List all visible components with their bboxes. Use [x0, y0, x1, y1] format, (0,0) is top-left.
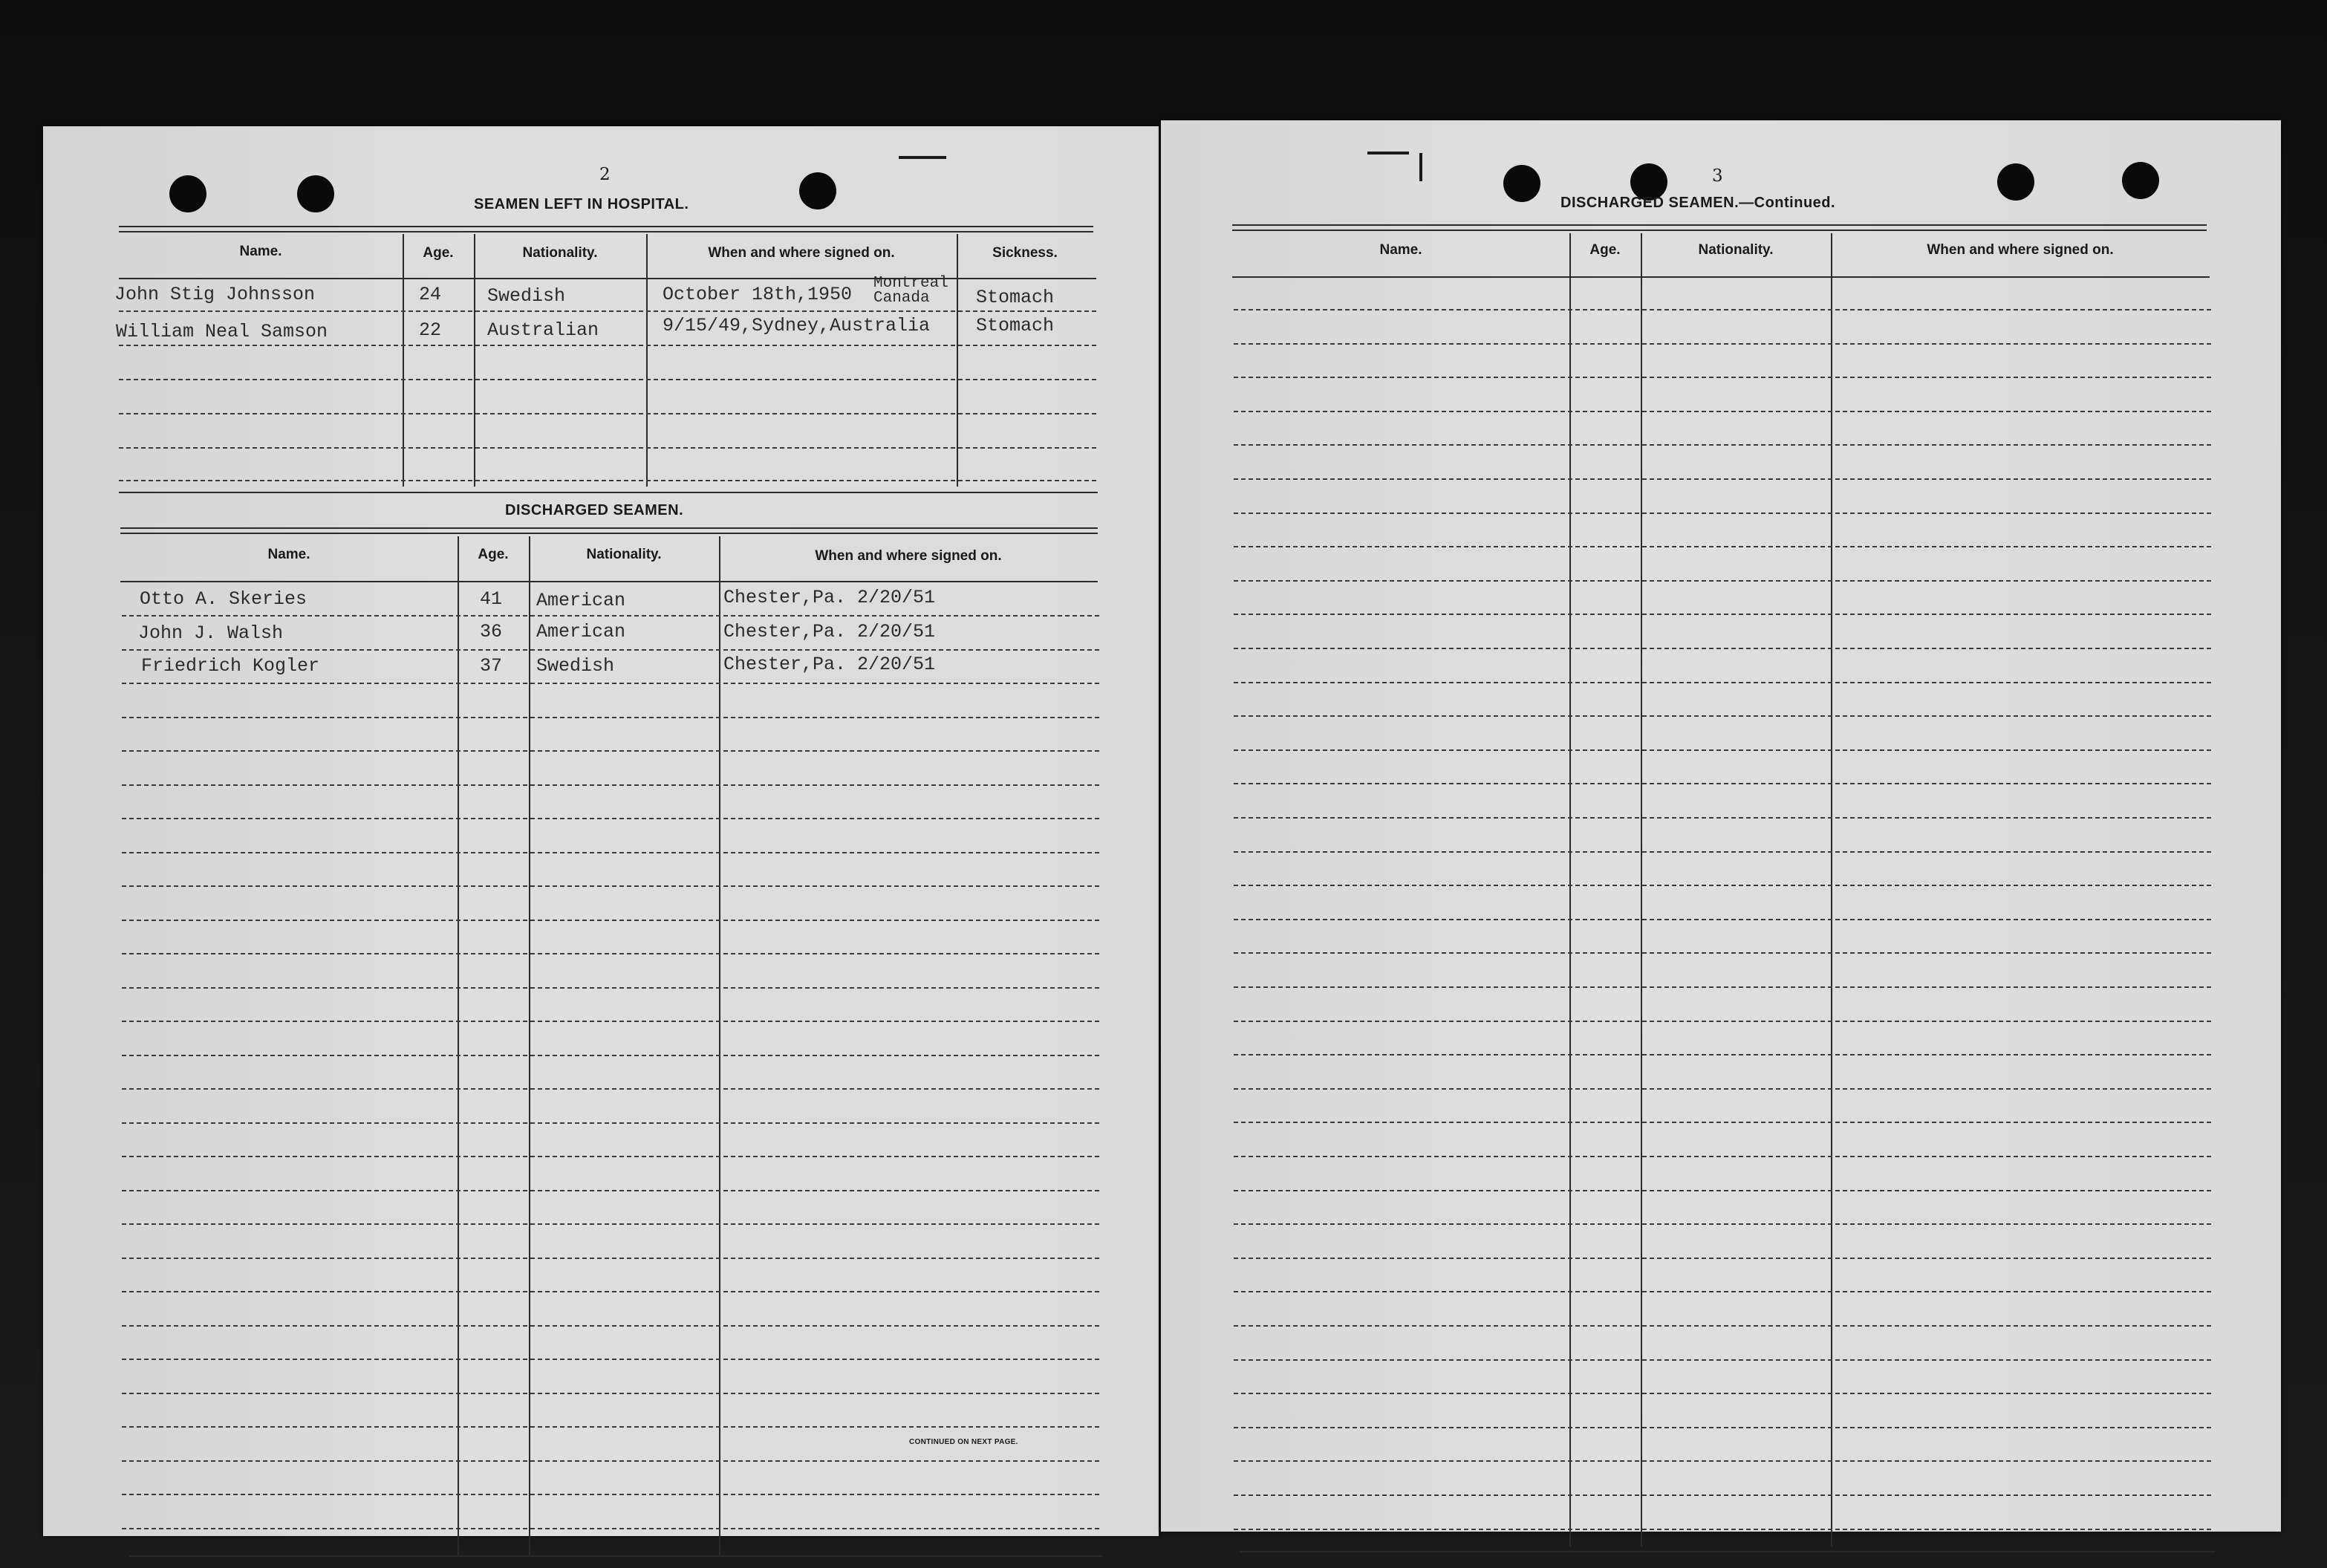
- table-cell-name: Otto A. Skeries: [140, 588, 307, 610]
- column-divider: [1831, 233, 1832, 1546]
- column-header-nationality: Nationality.: [586, 547, 662, 562]
- row-rule: [1234, 682, 2211, 683]
- row-rule: [122, 1325, 1099, 1327]
- column-divider: [529, 536, 530, 1557]
- row-rule: [1234, 952, 2211, 954]
- table-cell-signed-on: Chester,Pa. 2/20/51: [723, 621, 936, 643]
- row-rule: [122, 1088, 1099, 1090]
- row-rule: [122, 717, 1099, 718]
- table-rule: [119, 226, 1093, 227]
- table-cell-age: 22: [419, 319, 442, 341]
- table-rule: [1232, 230, 2207, 231]
- row-rule: [122, 1528, 1099, 1529]
- row-rule: [119, 379, 1096, 380]
- discharged-section-title: DISCHARGED SEAMEN.: [505, 502, 684, 518]
- row-rule: [1234, 1122, 2211, 1123]
- column-header-name: Name.: [267, 547, 310, 562]
- table-cell-nationality: American: [536, 621, 626, 643]
- column-divider: [719, 536, 720, 1557]
- page-number: 2: [599, 165, 611, 184]
- row-rule: [1234, 1223, 2211, 1225]
- row-rule: [122, 1460, 1099, 1462]
- row-rule: [122, 683, 1099, 684]
- column-header-nationality: Nationality.: [1698, 242, 1774, 258]
- row-rule: [1234, 1190, 2211, 1191]
- row-rule: [122, 784, 1099, 786]
- column-header-name: Name.: [239, 244, 282, 259]
- continued-note: CONTINUED ON NEXT PAGE.: [909, 1438, 1018, 1446]
- table-cell-age: 24: [419, 284, 442, 305]
- column-divider: [403, 234, 404, 487]
- column-header-name: Name.: [1379, 242, 1422, 258]
- row-rule: [1234, 377, 2211, 378]
- row-rule: [1234, 614, 2211, 615]
- row-rule: [122, 987, 1099, 989]
- punch-hole: [799, 172, 836, 209]
- row-rule: [1234, 715, 2211, 717]
- column-header-age: Age.: [478, 547, 509, 562]
- column-header-signed-on: When and where signed on.: [708, 245, 895, 261]
- row-rule: [122, 818, 1099, 819]
- row-rule: [122, 1494, 1099, 1495]
- table-rule: [1240, 1551, 2216, 1552]
- row-rule: [122, 649, 1099, 651]
- row-rule: [1234, 309, 2211, 310]
- row-rule: [122, 1291, 1099, 1292]
- row-rule: [1234, 1021, 2211, 1022]
- row-rule: [122, 885, 1099, 887]
- row-rule: [122, 1258, 1099, 1259]
- table-cell-age: 37: [480, 655, 503, 677]
- table-cell-signed-on: Chester,Pa. 2/20/51: [723, 654, 936, 675]
- column-header-age: Age.: [423, 245, 454, 261]
- page-number: 3: [1712, 166, 1723, 186]
- row-rule: [122, 920, 1099, 921]
- column-header-sickness: Sickness.: [992, 245, 1058, 261]
- row-rule: [1234, 919, 2211, 920]
- row-rule: [1234, 749, 2211, 751]
- row-rule: [1234, 1325, 2211, 1327]
- row-rule: [119, 480, 1096, 481]
- row-rule: [1234, 444, 2211, 446]
- row-rule: [122, 1393, 1099, 1394]
- row-rule: [1234, 1427, 2211, 1428]
- table-cell-signed-on: October 18th,1950: [663, 284, 853, 305]
- table-rule: [120, 581, 1098, 582]
- row-rule: [1234, 1460, 2211, 1462]
- table-rule: [119, 231, 1093, 232]
- row-rule: [122, 1122, 1099, 1124]
- punch-hole: [297, 175, 334, 212]
- ink-mark: [1367, 152, 1409, 154]
- table-cell-nationality: Australian: [487, 319, 599, 341]
- ink-mark: [1419, 153, 1422, 181]
- table-rule: [129, 1555, 1102, 1557]
- row-rule: [1234, 1156, 2211, 1157]
- table-cell-signed-on: 9/15/49,Sydney,Australia: [663, 315, 931, 336]
- table-cell-age: 41: [480, 588, 503, 610]
- column-divider: [1641, 233, 1642, 1546]
- ink-mark: [899, 156, 946, 159]
- row-rule: [122, 1190, 1099, 1191]
- row-rule: [1234, 411, 2211, 412]
- column-divider: [458, 536, 459, 1557]
- table-rule: [1232, 224, 2207, 226]
- row-rule: [122, 1426, 1099, 1428]
- table-rule: [119, 492, 1098, 493]
- discharged-continued-title: DISCHARGED SEAMEN.—Continued.: [1560, 195, 1836, 211]
- row-rule: [1234, 817, 2211, 819]
- row-rule: [1234, 885, 2211, 886]
- table-rule: [1232, 276, 2210, 278]
- row-rule: [1234, 580, 2211, 582]
- table-cell-sickness: Stomach: [976, 287, 1055, 308]
- table-cell-signed-on-place: Montreal: [873, 275, 948, 292]
- column-divider: [957, 234, 958, 487]
- column-header-signed-on: When and where signed on.: [1927, 242, 2114, 258]
- row-rule: [1234, 1088, 2211, 1090]
- hospital-section-title: SEAMEN LEFT IN HOSPITAL.: [474, 196, 689, 212]
- row-rule: [1234, 1494, 2211, 1496]
- row-rule: [1234, 986, 2211, 988]
- right-page: [1161, 120, 2281, 1532]
- row-rule: [1234, 1359, 2211, 1361]
- row-rule: [122, 1055, 1099, 1056]
- row-rule: [119, 345, 1096, 346]
- row-rule: [1234, 648, 2211, 649]
- row-rule: [1234, 851, 2211, 853]
- row-rule: [119, 310, 1096, 312]
- punch-hole: [1997, 163, 2034, 201]
- row-rule: [122, 1156, 1099, 1157]
- table-cell-name: Friedrich Kogler: [141, 655, 320, 677]
- row-rule: [1234, 1393, 2211, 1394]
- row-rule: [1234, 478, 2211, 480]
- table-cell-nationality: Swedish: [487, 285, 566, 307]
- column-divider: [646, 234, 648, 487]
- row-rule: [1234, 1291, 2211, 1292]
- table-cell-name: William Neal Samson: [116, 321, 328, 342]
- left-page: [43, 126, 1159, 1536]
- table-rule: [119, 278, 1096, 279]
- table-cell-nationality: American: [536, 590, 626, 611]
- row-rule: [119, 413, 1096, 414]
- punch-hole: [2122, 162, 2159, 199]
- table-cell-signed-on: Chester,Pa. 2/20/51: [723, 587, 936, 608]
- row-rule: [122, 953, 1099, 954]
- row-rule: [122, 1223, 1099, 1225]
- table-cell-nationality: Swedish: [536, 655, 615, 677]
- row-rule: [122, 1021, 1099, 1022]
- row-rule: [119, 447, 1096, 449]
- table-cell-name: John Stig Johnsson: [114, 284, 316, 305]
- row-rule: [122, 615, 1099, 617]
- table-rule: [120, 527, 1098, 529]
- column-header-signed-on: When and where signed on.: [815, 548, 1002, 564]
- row-rule: [1234, 783, 2211, 784]
- row-rule: [1234, 343, 2211, 345]
- punch-hole: [169, 175, 206, 212]
- table-cell-sickness: Stomach: [976, 315, 1055, 336]
- row-rule: [1234, 513, 2211, 514]
- row-rule: [1234, 1258, 2211, 1259]
- table-cell-name: John J. Walsh: [138, 622, 284, 644]
- row-rule: [122, 852, 1099, 853]
- row-rule: [1234, 1529, 2211, 1530]
- table-rule: [120, 533, 1098, 534]
- column-header-age: Age.: [1589, 242, 1621, 258]
- row-rule: [122, 750, 1099, 752]
- table-cell-signed-on-place: Canada: [873, 290, 930, 307]
- column-divider: [474, 234, 475, 487]
- column-header-nationality: Nationality.: [522, 245, 598, 261]
- column-divider: [1569, 233, 1571, 1546]
- row-rule: [1234, 1054, 2211, 1055]
- row-rule: [122, 1359, 1099, 1360]
- row-rule: [1234, 546, 2211, 547]
- punch-hole: [1503, 165, 1540, 202]
- table-cell-age: 36: [480, 621, 503, 643]
